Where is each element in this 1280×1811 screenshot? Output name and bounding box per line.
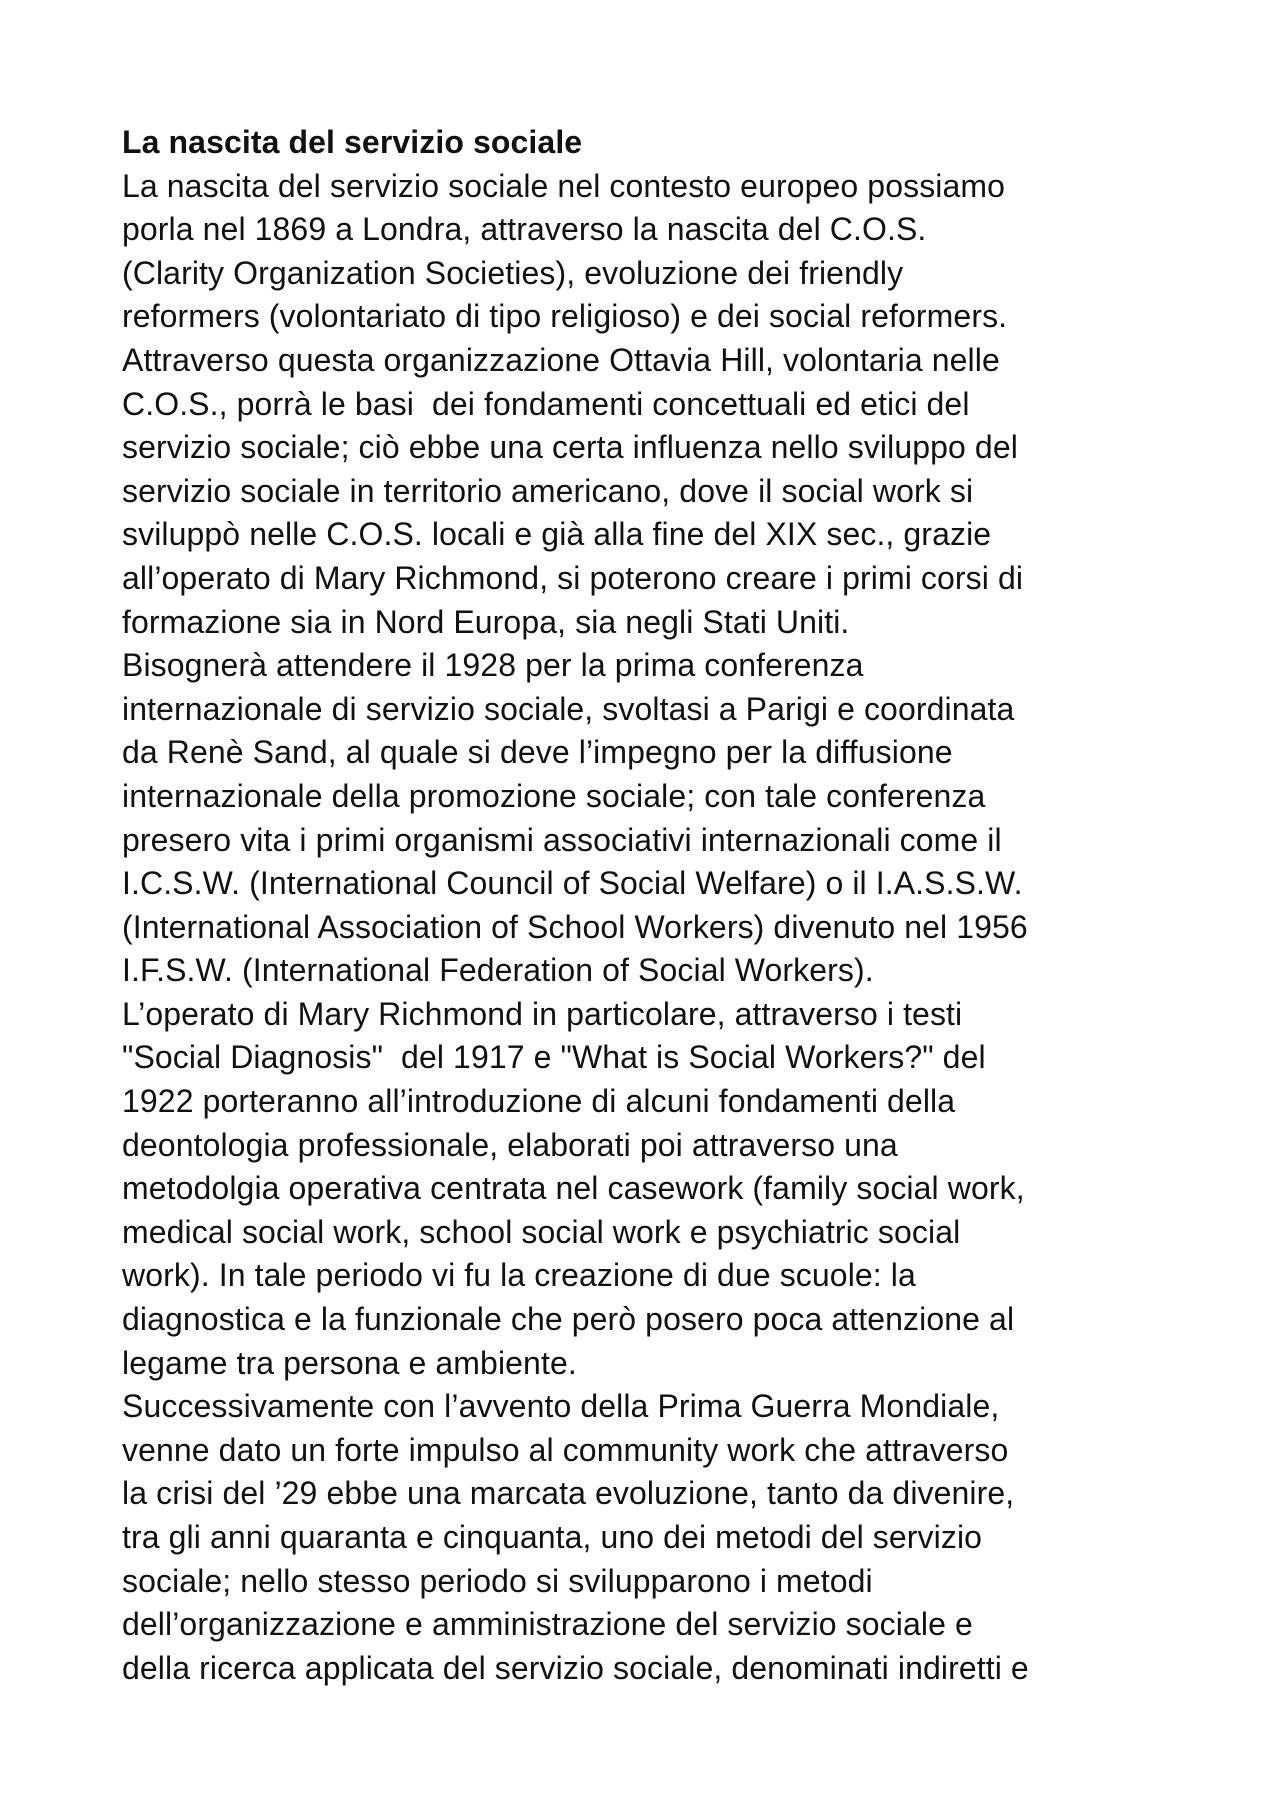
text-line: Bisognerà attendere il 1928 per la prima conferenza [122,647,864,684]
text-line: I.C.S.W. (International Council of Social Welfare) o il I.A.S.S.W. [122,865,1023,902]
text-line: da Renè Sand, al quale si deve l’impegno per la diffusione [122,734,953,771]
text-line: medical social work, school social work e psychiatric social [122,1213,961,1250]
text-line: tra gli anni quaranta e cinquanta, uno dei metodi del servizio [122,1519,983,1555]
text-line: L’operato di Mary Richmond in particolare, attraverso i testi [122,995,963,1032]
text-line: venne dato un forte impulso al community work che attraverso [122,1431,1009,1468]
text-line: I.F.S.W. (International Federation of Social Workers). [122,952,874,989]
text-line: dell’organizzazione e amministrazione del servizio sociale e [122,1606,973,1643]
text-line: reformers (volontariato di tipo religioso) e dei social reformers. [122,298,1008,335]
text-line: servizio sociale in territorio americano, dove il social work si [122,472,974,509]
text-line: legame tra persona e ambiente. [122,1344,577,1381]
text-line: la crisi del ’29 ebbe una marcata evoluzione, tanto da divenire, [122,1475,1015,1512]
text-line: deontologia professionale, elaborati poi attraverso una [122,1126,898,1163]
text-line: porla nel 1869 a Londra, attraverso la nascita del C.O.S. [122,211,927,248]
text-line: La nascita del servizio sociale nel contesto europeo possiamo [122,167,1006,204]
text-line: (Clarity Organization Societies), evoluzione dei friendly [122,254,904,291]
text-line: 1922 porteranno all’introduzione di alcuni fondamenti della [122,1083,956,1120]
text-line: sviluppò nelle C.O.S. locali e già alla fine del XIX sec., grazie [122,516,992,553]
text-line: servizio sociale; ciò ebbe una certa influenza nello sviluppo del [122,429,1018,466]
text-line: "Social Diagnosis" del 1917 e "What is Social Workers?" del [122,1039,986,1076]
text-line: della ricerca applicata del servizio sociale, denominati indiretti e [122,1649,1029,1686]
text-line: C.O.S., porrà le basi dei fondamenti concettuali ed etici del [122,385,970,422]
text-line: sociale; nello stesso periodo si svilupparono i metodi [122,1562,873,1599]
text-line: work). In tale periodo vi fu la creazione di due scuole: la [122,1257,916,1294]
document-body [122,121,1242,1690]
text-line: presero vita i primi organismi associativi internazionali come il [122,821,1002,858]
text-line: internazionale di servizio sociale, svoltasi a Parigi e coordinata [122,690,1015,727]
text-line: metodolgia operativa centrata nel casework (family social work, [122,1170,1025,1207]
text-line: Successivamente con l’avvento della Prima Guerra Mondiale, [122,1388,1000,1425]
text-line: all’operato di Mary Richmond, si poterono creare i primi corsi di [122,559,1024,596]
text-line: diagnostica e la funzionale che però posero poca attenzione al [122,1301,1015,1338]
text-line: formazione sia in Nord Europa, sia negli Stati Uniti. [122,603,850,640]
text-line: (International Association of School Workers) divenuto nel 1956 [122,908,1028,945]
text-line: internazionale della promozione sociale; con tale conferenza [122,777,986,814]
text-line: Attraverso questa organizzazione Ottavia Hill, volontaria nelle [122,341,1000,378]
document-title: La nascita del servizio sociale [122,124,583,160]
